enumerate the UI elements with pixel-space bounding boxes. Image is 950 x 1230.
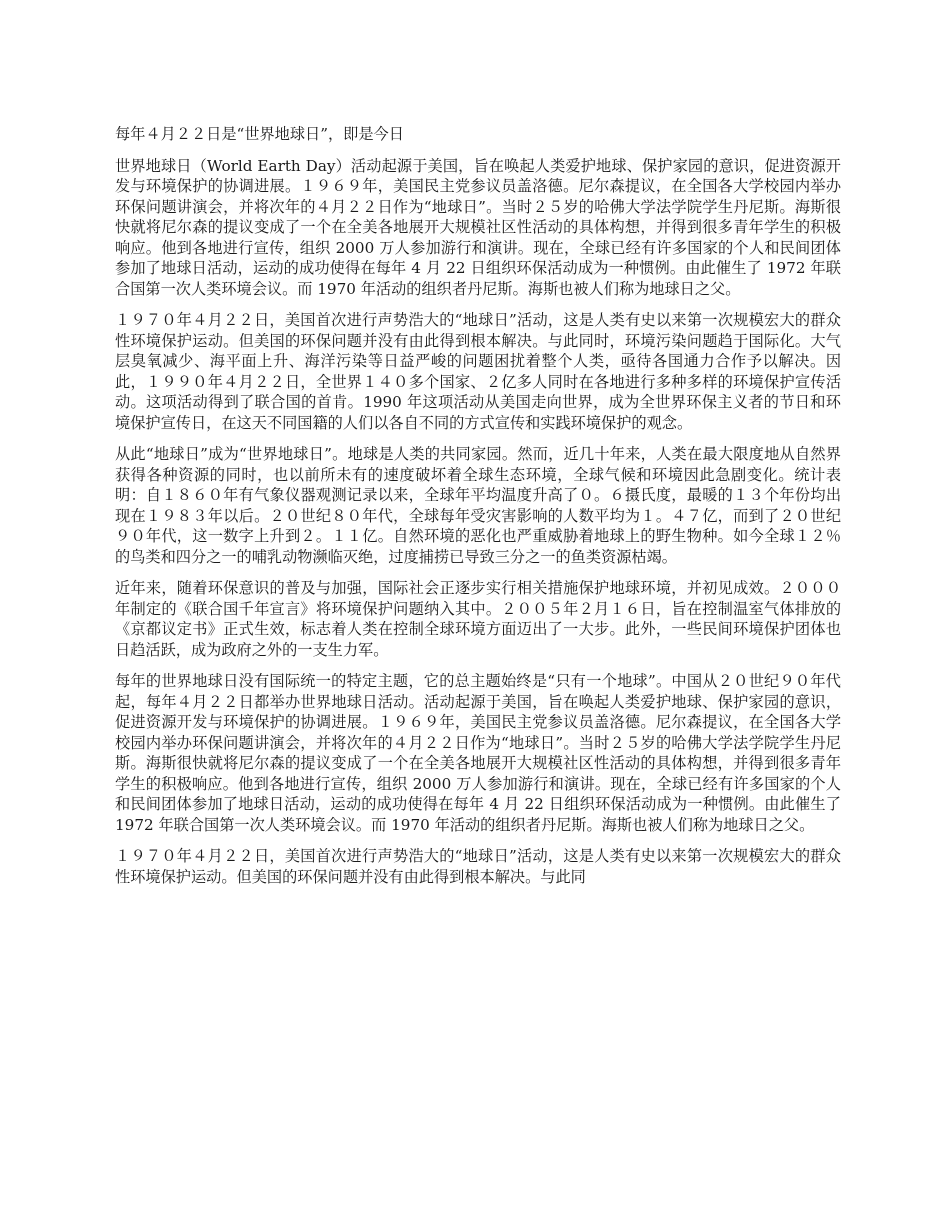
paragraph-2: １９７０年４月２２日，美国首次进行声势浩大的“地球日”活动，这是人类有史以来第一次规模宏大的群众性环境保护运动。但美国的环保问题并没有由此得到根本解决。与此同时，环境污染问题趋于国际化。大气层臭氧减少、海平面上升、海洋污染等日益严峻的问题困扰着整个人类，亟待各国通力合作予以解决。因此，１９９０年４月２２日，全世界１４０多个国家、２亿多人同时在各地进行多种多样的环境保护宣传活动。这项活动得到了联合国的首肯。1990 年这项活动从美国走向世界，成为全世界环保主义者的节日和环境保护宣传日，在这天不同国籍的人们以各自不同的方式宣传和实践环境保护的观念。 — [115, 311, 841, 432]
paragraph-3: 从此“地球日”成为“世界地球日”。地球是人类的共同家园。然而，近几十年来，人类在最大限度地从自然界获得各种资源的同时，也以前所未有的速度破坏着全球生态环境，全球气候和环境因此急剧变化。统计表明：自１８６０年有气象仪器观测记录以来，全球年平均温度升高了０。６摄氏度，最暖的１３个年份均出现在１９８３年以后。２０世纪８０年代，全球每年受灾害影响的人数平均为１。４７亿，而到了２０世纪９０年代，这一数字上升到２。１１亿。自然环境的恶化也严重威胁着地球上的野生物种。如今全球１２％的鸟类和四分之一的哺乳动物濒临灭绝，过度捕捞已导致三分之一的鱼类资源枯竭。 — [115, 445, 841, 566]
paragraph-1: 世界地球日（World Earth Day）活动起源于美国，旨在唤起人类爱护地球、保护家园的意识，促进资源开发与环境保护的协调进展。１９６９年，美国民主党参议员盖洛德。尼尔森提议，在全国各大学校园内举办环保问题讲演会，并将次年的４月２２日作为“地球日”。当时２５岁的哈佛大学法学院学生丹尼斯。海斯很快就将尼尔森的提议变成了一个在全美各地展开大规模社区性活动的具体构想，并得到很多青年学生的积极响应。他到各地进行宣传，组织 2000 万人参加游行和演讲。现在，全球已经有许多国家的个人和民间团体参加了地球日活动，运动的成功使得在每年 4 月 22 日组织环保活动成为一种惯例。由此催生了 1972 年联合国第一次人类环境会议。而 1970 年活动的组织者丹尼斯。海斯也被人们称为地球日之父。 — [115, 156, 841, 298]
document-title: 每年４月２２日是“世界地球日”，即是今日 — [115, 125, 404, 143]
paragraph-5: 每年的世界地球日没有国际统一的特定主题，它的总主题始终是“只有一个地球”。中国从２０世纪９０年代起，每年４月２２日都举办世界地球日活动。活动起源于美国，旨在唤起人类爱护地球、保护家园的意识，促进资源开发与环境保护的协调进展。１９６９年，美国民主党参议员盖洛德。尼尔森提议，在全国各大学校园内举办环保问题讲演会，并将次年的４月２２日作为“地球日”。当时２５岁的哈佛大学法学院学生丹尼斯。海斯很快就将尼尔森的提议变成了一个在全美各地展开大规模社区性活动的具体构想，并得到很多青年学生的积极响应。他到各地进行宣传，组织 2000 万人参加游行和演讲。现在，全球已经有许多国家的个人和民间团体参加了地球日活动，运动的成功使得在每年 4 月 22 日组织环保活动成为一种惯例。由此催生了 1972 年联合国第一次人类环境会议。而 1970 年活动的组织者丹尼斯。海斯也被人们称为地球日之父。 — [115, 672, 841, 834]
paragraph-6: １９７０年４月２２日，美国首次进行声势浩大的“地球日”活动，这是人类有史以来第一次规模宏大的群众性环境保护运动。但美国的环保问题并没有由此得到根本解决。与此同 — [115, 847, 841, 886]
document-body — [115, 124, 841, 898]
paragraph-4: 近年来，随着环保意识的普及与加强，国际社会正逐步实行相关措施保护地球环境，并初见成效。２０００年制定的《联合国千年宣言》将环境保护问题纳入其中。２００５年２月１６日，旨在控制温室气体排放的《京都议定书》正式生效，标志着人类在控制全球环境方面迈出了一大步。此外，一些民间环境保护团体也日趋活跃，成为政府之外的一支生力军。 — [115, 579, 841, 659]
